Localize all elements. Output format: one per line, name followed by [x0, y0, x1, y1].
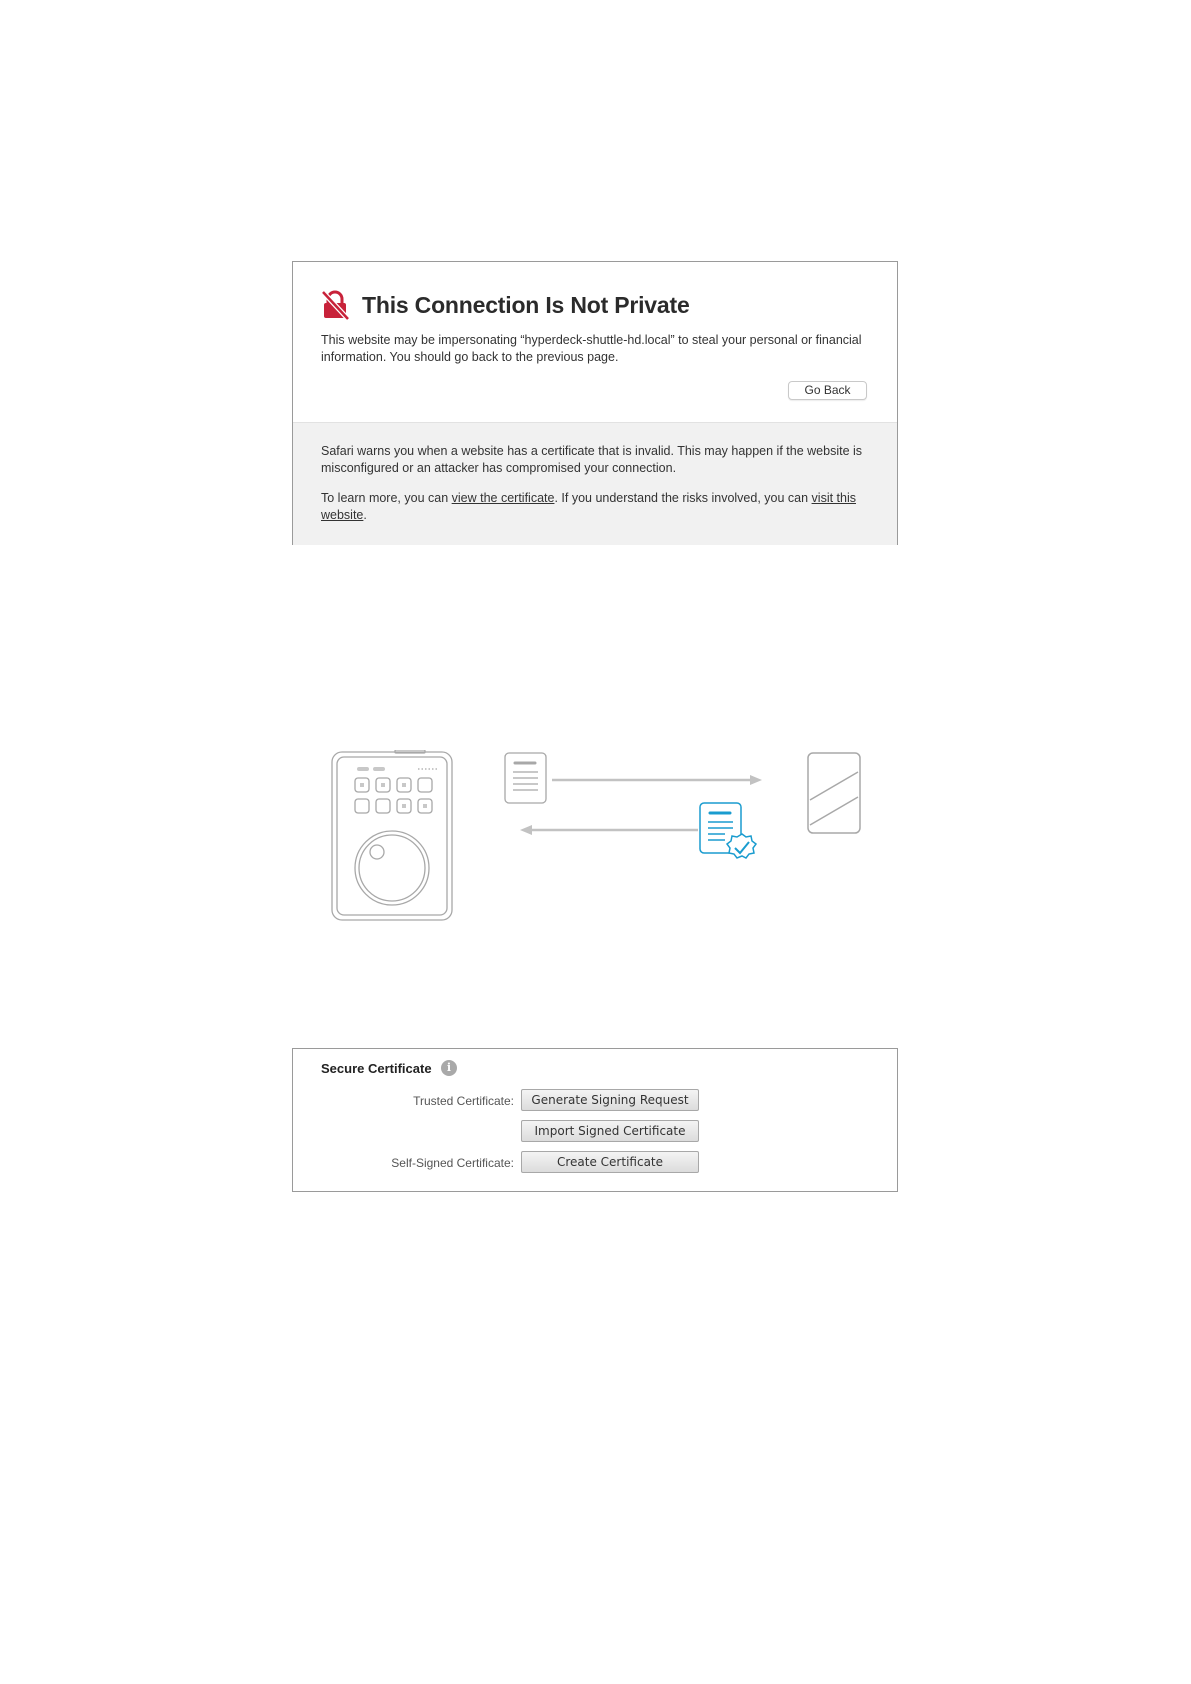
- learn-more-middle: . If you understand the risks involved, you can: [554, 491, 812, 505]
- learn-more-suffix: .: [363, 508, 367, 522]
- visit-website-link[interactable]: visit this website: [321, 491, 856, 522]
- hyperdeck-shuttle-device: [332, 750, 452, 920]
- certificate-authority-icon: [808, 753, 860, 833]
- self-signed-certificate-label: Self-Signed Certificate:: [391, 1156, 514, 1170]
- warning-message: This website may be impersonating “hyperdeck-shuttle-hd.local” to steal your personal or financial information. You should go back to the previous page.: [321, 333, 862, 364]
- certificate-signing-diagram: [300, 750, 900, 950]
- lock-slash-icon: [321, 290, 349, 320]
- info-icon[interactable]: i: [441, 1060, 457, 1076]
- signing-request-document-icon: [505, 753, 546, 803]
- warning-details-section: [293, 422, 897, 545]
- warning-details-text: Safari warns you when a website has a certificate that is invalid. This may happen if the website is misconfigured or an attacker has compromised your connection.: [321, 444, 863, 475]
- learn-more-prefix: To learn more, you can: [321, 491, 452, 505]
- generate-signing-request-button[interactable]: Generate Signing Request: [521, 1089, 699, 1111]
- warning-header-section: [293, 262, 897, 422]
- connection-warning-panel: [292, 261, 898, 545]
- trusted-certificate-label: Trusted Certificate:: [413, 1094, 514, 1108]
- warning-learn-more-text: [321, 490, 871, 524]
- warning-title: This Connection Is Not Private: [362, 292, 690, 318]
- certificate-return-arrow-head: [520, 825, 532, 835]
- secure-certificate-title: Secure Certificate: [321, 1061, 432, 1076]
- view-certificate-link[interactable]: view the certificate: [451, 491, 555, 505]
- go-back-button[interactable]: Go Back: [788, 381, 867, 400]
- import-signed-certificate-button[interactable]: Import Signed Certificate: [521, 1120, 699, 1142]
- request-arrow-head: [750, 775, 762, 785]
- secure-certificate-panel: [292, 1048, 898, 1192]
- create-certificate-button[interactable]: Create Certificate: [521, 1151, 699, 1173]
- signed-certificate-icon: [700, 803, 756, 858]
